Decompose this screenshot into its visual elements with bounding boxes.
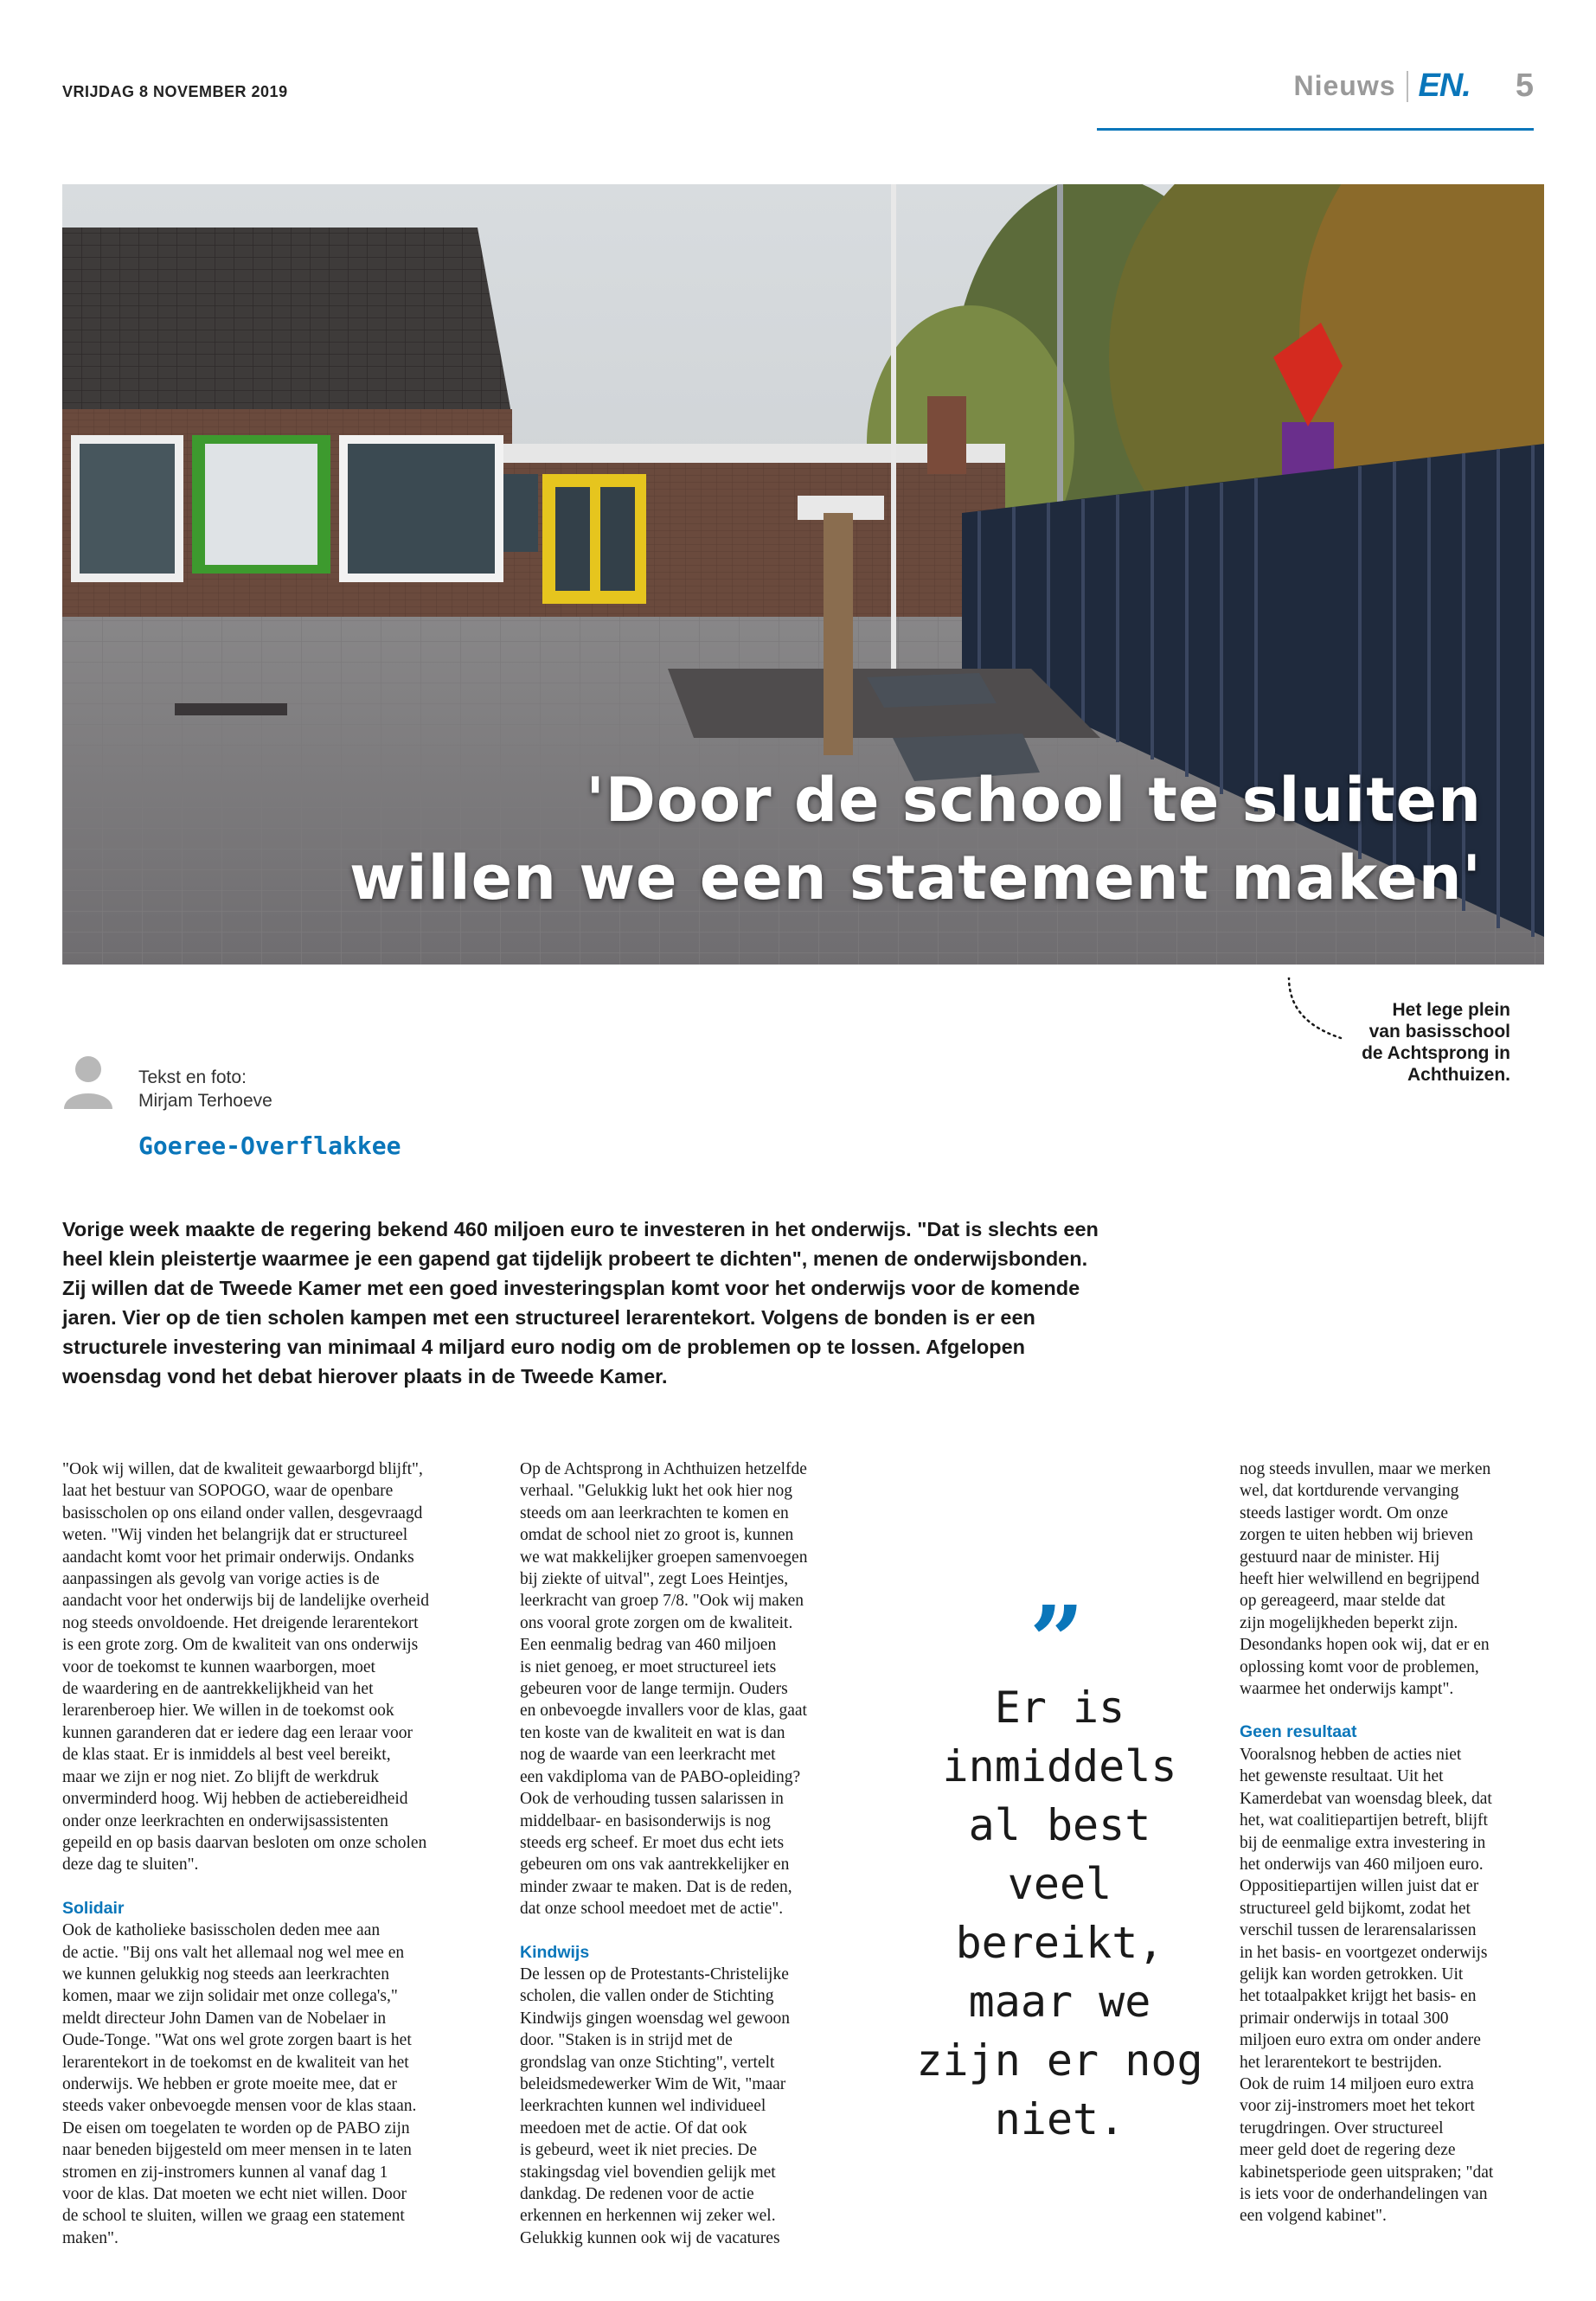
text-line: lerarenberoep hier. We willen in de toekomst ook bbox=[62, 1702, 394, 1721]
lead-line: Vorige week maakte de regering bekend 460 miljoen euro te investeren in het onderwijs. "Dat is slechts een bbox=[62, 1218, 1099, 1240]
text-line: we wat makkelijker groepen samenvoegen bbox=[520, 1548, 808, 1567]
paragraph bbox=[62, 1458, 488, 1876]
caption-line: Achthuizen. bbox=[1407, 1065, 1510, 1085]
text-line: steeds erg scheef. Er moet dus echt iets bbox=[520, 1833, 785, 1852]
text-line: leerkrachten kunnen wel individueel bbox=[520, 2097, 766, 2116]
text-line: Er is bbox=[994, 1682, 1125, 1733]
text-line: verschil tussen de lerarensalarissen bbox=[1240, 1921, 1477, 1940]
text-line: zijn mogelijkheden beperkt zijn. bbox=[1240, 1613, 1458, 1632]
text-line: meedoen met de actie. Of dat ook bbox=[520, 2118, 747, 2138]
text-line: ons vooral grote zorgen om de kwaliteit. bbox=[520, 1613, 793, 1632]
text-line: gebeuren om ons vak aantrekkelijker en bbox=[520, 1856, 790, 1875]
text-line: Ook de ruim 14 miljoen euro extra bbox=[1240, 2074, 1474, 2093]
text-line: structureel geld bijkomt, zodat het bbox=[1240, 1899, 1471, 1918]
text-line: oplossing komt voor de problemen, bbox=[1240, 1657, 1479, 1676]
paragraph bbox=[1240, 1744, 1538, 2227]
text-line: is niet genoeg, er moet structureel iets bbox=[520, 1657, 777, 1676]
text-line: komen, maar we zijn solidair met onze collega's," bbox=[62, 1987, 398, 2006]
header-rule bbox=[1097, 128, 1534, 131]
byline-label: Tekst en foto: bbox=[138, 1067, 247, 1087]
text-line: voor de toekomst te kunnen waarborgen, moet bbox=[62, 1657, 375, 1676]
text-line: meldt directeur John Damen van de Nobelaer in bbox=[62, 2009, 387, 2028]
text-line: stromen en zij-instromers kunnen al vanaf dag 1 bbox=[62, 2163, 388, 2182]
text-line: inmiddels bbox=[942, 1741, 1177, 1791]
text-line: erkennen en herkennen wij zeker wel. bbox=[520, 2207, 776, 2226]
headline-line-2: willen we een statement maken' bbox=[349, 843, 1482, 913]
text-line: zijn er nog bbox=[916, 2035, 1203, 2086]
headline bbox=[271, 761, 1482, 917]
text-line: dankdag. De redenen voor de actie bbox=[520, 2185, 754, 2203]
text-line: niet. bbox=[994, 2094, 1125, 2144]
text-line: de school te sluiten, willen we graag een statement bbox=[62, 2207, 405, 2226]
text-line: dat onze school meedoet met de actie". bbox=[520, 1900, 784, 1919]
text-line: maken". bbox=[62, 2228, 119, 2247]
text-line: minder zwaar te maken. Dat is de reden, bbox=[520, 1877, 792, 1896]
text-line: is gebeurd, weet ik niet precies. De bbox=[520, 2141, 757, 2160]
text-line: is iets voor de onderhandelingen van bbox=[1240, 2185, 1488, 2203]
text-line: Oppositiepartijen willen juist dat er bbox=[1240, 1877, 1479, 1896]
text-line: meer geld doet de regering deze bbox=[1240, 2141, 1456, 2160]
text-line: middelbaar- en basisonderwijs is nog bbox=[520, 1811, 771, 1830]
body-column-3 bbox=[1240, 1458, 1538, 2227]
text-line: al best veel bbox=[968, 1800, 1151, 1909]
text-line: steeds vaker onbevoegde mensen voor de klas staan. bbox=[62, 2097, 417, 2116]
subheading-geen-resultaat: Geen resultaat bbox=[1240, 1722, 1357, 1742]
text-line: voor de klas. Dat moeten we echt niet willen. Door bbox=[62, 2185, 407, 2203]
text-line: gepeild en op basis daarvan besloten om onze scholen bbox=[62, 1833, 427, 1852]
text-line: kabinetsperiode geen uitspraken; "dat bbox=[1240, 2163, 1494, 2182]
text-line: Een eenmalig bedrag van 460 miljoen bbox=[520, 1636, 777, 1655]
caption-line: Het lege plein bbox=[1392, 1000, 1510, 1020]
text-line: bij ziekte of uitval", zegt Loes Heintjes, bbox=[520, 1570, 789, 1589]
lead-paragraph bbox=[62, 1215, 1213, 1391]
paragraph bbox=[1240, 1458, 1538, 1700]
text-line: voor zij-instromers moet het tekort bbox=[1240, 2097, 1475, 2116]
text-line: Vooralsnog hebben de acties niet bbox=[1240, 1745, 1462, 1764]
text-line: leerkracht van groep 7/8. "Ook wij maken bbox=[520, 1592, 804, 1611]
text-line: de klas staat. Er is inmiddels al best veel bereikt, bbox=[62, 1746, 391, 1765]
byline-author: Mirjam Terhoeve bbox=[138, 1091, 272, 1111]
text-line: de actie. "Bij ons valt het allemaal nog wel mee en bbox=[62, 1943, 405, 1962]
text-line: maar we zijn er nog niet. Zo blijft de werkdruk bbox=[62, 1767, 380, 1786]
text-line: grondslag van onze Stichting", vertelt bbox=[520, 2053, 775, 2072]
text-line: onderwijs. We hebben er grote moeite mee, dat er bbox=[62, 2074, 397, 2093]
text-line: we kunnen gelukkig nog steeds aan leerkrachten bbox=[62, 1965, 389, 1984]
text-line: aandacht voor het onderwijs bij de landelijke overheid bbox=[62, 1592, 429, 1611]
masthead-divider bbox=[1407, 71, 1408, 102]
text-line: steeds lastiger wordt. Om onze bbox=[1240, 1503, 1448, 1522]
text-line: het, wat coalitiepartijen betreft, blijft bbox=[1240, 1811, 1488, 1830]
text-line: miljoen euro extra om onder andere bbox=[1240, 2031, 1481, 2050]
paragraph bbox=[62, 1920, 488, 2249]
lead-line: heel klein pleistertje waarmee je een gapend gat tijdelijk probeert te dichten", menen de onderwijsbonden. bbox=[62, 1247, 1088, 1270]
newspaper-logo: EN. bbox=[1418, 67, 1471, 104]
text-line: Ook de katholieke basisscholen deden mee aan bbox=[62, 1921, 381, 1940]
text-line: het gewenste resultaat. Uit het bbox=[1240, 1767, 1444, 1786]
text-line: weten. "Wij vinden het belangrijk dat er structureel bbox=[62, 1526, 408, 1545]
text-line: stakingsdag viel bovendien gelijk met bbox=[520, 2163, 776, 2182]
text-line: gebeuren voor de lange termijn. Ouders bbox=[520, 1680, 788, 1699]
text-line: wel, dat kortdurende vervanging bbox=[1240, 1482, 1459, 1501]
text-line: Desondanks hopen ook wij, dat er en bbox=[1240, 1636, 1490, 1655]
text-line: op gereageerd, maar stelde dat bbox=[1240, 1592, 1445, 1611]
subheading-kindwijs: Kindwijs bbox=[520, 1942, 590, 1962]
text-line: bij de eenmalige extra investering in bbox=[1240, 1833, 1486, 1852]
text-line: nog de waarde van een leerkracht met bbox=[520, 1746, 776, 1765]
text-line: Gelukkig kunnen ook wij de vacatures bbox=[520, 2228, 780, 2247]
text-line: De lessen op de Protestants-Christelijke bbox=[520, 1965, 789, 1984]
text-line: nog steeds onvoldoende. Het dreigende lerarentekort bbox=[62, 1613, 419, 1632]
text-line: deze dag te sluiten". bbox=[62, 1856, 199, 1875]
paragraph bbox=[520, 1458, 945, 1920]
body-column-2 bbox=[520, 1458, 945, 2249]
caption-line: de Achtsprong in bbox=[1362, 1043, 1510, 1063]
text-line: Op de Achtsprong in Achthuizen hetzelfde bbox=[520, 1460, 807, 1478]
paragraph bbox=[520, 1964, 945, 2249]
text-line: heeft hier welwillend en begrijpend bbox=[1240, 1570, 1480, 1589]
lead-line: Zij willen dat de Tweede Kamer met een goed investeringsplan komt voor het onderwijs voor de komende bbox=[62, 1277, 1080, 1299]
body-column-1 bbox=[62, 1458, 488, 2249]
pull-quote bbox=[913, 1678, 1207, 2149]
text-line: Oude-Tonge. "Wat ons wel grote zorgen baart is het bbox=[62, 2031, 412, 2050]
text-line: een vakdiploma van de PABO-opleiding? bbox=[520, 1767, 801, 1786]
masthead bbox=[1293, 67, 1534, 105]
quote-mark-icon: ” bbox=[1029, 1585, 1085, 1696]
text-line: en onbevoegde invallers voor de klas, gaat bbox=[520, 1702, 807, 1721]
lead-line: jaren. Vier op de tien scholen kampen met een structureel lerarentekort. Volgens de bonden is er een bbox=[62, 1306, 1035, 1329]
article-photo bbox=[62, 184, 1544, 965]
text-line: terugdringen. Over structureel bbox=[1240, 2118, 1444, 2138]
text-line: ten koste van de kwaliteit en wat is dan bbox=[520, 1723, 785, 1742]
text-line: onverminderd hoog. Wij hebben de actiebereidheid bbox=[62, 1790, 408, 1809]
text-line: kunnen garanderen dat er iedere dag een leraar voor bbox=[62, 1723, 413, 1742]
text-line: maar we bbox=[968, 1977, 1151, 2027]
text-line: naar beneden bijgesteld om meer mensen in te laten bbox=[62, 2141, 412, 2160]
text-line: waarmee het onderwijs kampt". bbox=[1240, 1680, 1454, 1699]
text-line: omdat de school niet zo groot is, kunnen bbox=[520, 1526, 794, 1545]
text-line: scholen, die vallen onder de Stichting bbox=[520, 1987, 774, 2006]
text-line: basisscholen op ons eiland onder vallen, desgevraagd bbox=[62, 1503, 423, 1522]
headline-line-1: 'Door de school te sluiten bbox=[586, 765, 1482, 836]
caption-line: van basisschool bbox=[1368, 1022, 1510, 1042]
photo-caption bbox=[1289, 999, 1510, 1086]
lead-line: structurele investering van minimaal 4 miljard euro nodig om de problemen op te lossen. Afgelopen bbox=[62, 1336, 1025, 1358]
text-line: laat het bestuur van SOPOGO, waar de openbare bbox=[62, 1482, 394, 1501]
text-line: is een grote zorg. Om de kwaliteit van ons onderwijs bbox=[62, 1636, 419, 1655]
text-line: gestuurd naar de minister. Hij bbox=[1240, 1548, 1440, 1567]
text-line: bereikt, bbox=[955, 1918, 1164, 1968]
text-line: gelijk kan worden getrokken. Uit bbox=[1240, 1965, 1464, 1984]
text-line: "Ook wij willen, dat de kwaliteit gewaarborgd blijft", bbox=[62, 1460, 423, 1478]
dateline-location: Goeree-Overflakkee bbox=[138, 1131, 401, 1160]
lead-line: woensdag vond het debat hierover plaats in de Tweede Kamer. bbox=[62, 1365, 668, 1388]
text-line: verhaal. "Gelukkig lukt het ook hier nog bbox=[520, 1482, 793, 1501]
text-line: door. "Staken is in strijd met de bbox=[520, 2031, 733, 2050]
byline bbox=[138, 1066, 272, 1112]
text-line: aanpassingen als gevolg van vorige acties is de bbox=[62, 1570, 380, 1589]
text-line: aandacht komt voor het primair onderwijs. Ondanks bbox=[62, 1548, 414, 1567]
text-line: de waardering en de aantrekkelijkheid van het bbox=[62, 1680, 374, 1699]
text-line: nog steeds invullen, maar we merken bbox=[1240, 1460, 1491, 1478]
text-line: onder onze leerkrachten en onderwijsassistenten bbox=[62, 1811, 388, 1830]
text-line: steeds om aan leerkrachten te komen en bbox=[520, 1503, 789, 1522]
text-line: een volgend kabinet". bbox=[1240, 2207, 1387, 2226]
text-line: Kindwijs gingen woensdag wel gewoon bbox=[520, 2009, 790, 2028]
text-line: zorgen te uiten hebben wij brieven bbox=[1240, 1526, 1473, 1545]
page-number: 5 bbox=[1515, 67, 1534, 104]
subheading-solidair: Solidair bbox=[62, 1898, 125, 1918]
text-line: De eisen om toegelaten te worden op de PABO zijn bbox=[62, 2118, 410, 2138]
text-line: beleidsmedewerker Wim de Wit, "maar bbox=[520, 2074, 786, 2093]
text-line: Kamerdebat van woensdag bleek, dat bbox=[1240, 1789, 1492, 1808]
author-avatar-icon bbox=[62, 1054, 114, 1109]
text-line: het onderwijs van 460 miljoen euro. bbox=[1240, 1855, 1484, 1874]
text-line: in het basis- en voortgezet onderwijs bbox=[1240, 1943, 1488, 1962]
text-line: het lerarentekort te bestrijden. bbox=[1240, 2053, 1442, 2072]
text-line: het totaalpakket krijgt het basis- en bbox=[1240, 1987, 1477, 2006]
text-line: primair onderwijs in totaal 300 bbox=[1240, 2009, 1449, 2028]
issue-date: VRIJDAG 8 NOVEMBER 2019 bbox=[62, 83, 288, 100]
text-line: lerarentekort in de toekomst en de kwaliteit van het bbox=[62, 2053, 409, 2072]
text-line: Ook de verhouding tussen salarissen in bbox=[520, 1790, 784, 1809]
section-name: Nieuws bbox=[1293, 70, 1396, 101]
